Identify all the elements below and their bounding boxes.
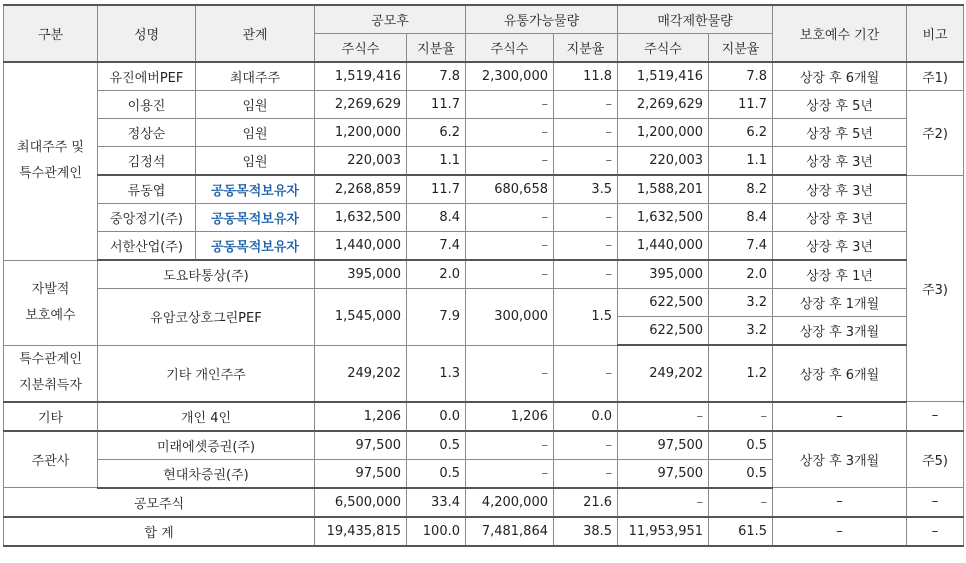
total-row — [4, 517, 964, 546]
shares: 97,500 — [315, 431, 407, 460]
note: – — [907, 402, 964, 431]
shares: 1,519,416 — [315, 62, 407, 91]
tradable-shares: – — [466, 91, 554, 119]
shares: 1,440,000 — [315, 232, 407, 261]
restricted-ratio: 3.2 — [709, 317, 773, 346]
shares: 249,202 — [315, 345, 407, 402]
holder-name: 서한산업(주) — [98, 232, 196, 261]
tradable-ratio: 1.5 — [554, 289, 618, 346]
tradable-shares: – — [466, 431, 554, 460]
header-lockup-period: 보호예수 기간 — [773, 5, 907, 62]
lockup-period: – — [773, 517, 907, 546]
table-row — [4, 62, 964, 91]
ratio: 6.2 — [407, 119, 466, 147]
restricted-ratio: 11.7 — [709, 91, 773, 119]
ratio: 0.5 — [407, 431, 466, 460]
restricted-shares: 622,500 — [618, 289, 709, 317]
restricted-ratio: – — [709, 488, 773, 517]
restricted-ratio: 8.2 — [709, 175, 773, 204]
lockup-period: 상장 후 3년 — [773, 232, 907, 261]
shares: 19,435,815 — [315, 517, 407, 546]
shares: 1,200,000 — [315, 119, 407, 147]
table-row — [4, 175, 964, 204]
tradable-ratio: 21.6 — [554, 488, 618, 517]
holder-name: 중앙정기(주) — [98, 204, 196, 232]
ratio: 8.4 — [407, 204, 466, 232]
holder-name: 김정석 — [98, 147, 196, 176]
restricted-shares: 1,440,000 — [618, 232, 709, 261]
tradable-ratio: 38.5 — [554, 517, 618, 546]
note: 주5) — [907, 431, 964, 488]
header-gubun: 구분 — [4, 5, 98, 62]
restricted-shares: 2,269,629 — [618, 91, 709, 119]
ratio: 7.4 — [407, 232, 466, 261]
ratio: 1.3 — [407, 345, 466, 402]
restricted-ratio: 61.5 — [709, 517, 773, 546]
total-label: 합 계 — [4, 517, 315, 546]
tradable-shares: 300,000 — [466, 289, 554, 346]
restricted-ratio: 7.4 — [709, 232, 773, 261]
restricted-ratio: 3.2 — [709, 289, 773, 317]
lockup-period: 상장 후 5년 — [773, 91, 907, 119]
relation: 공동목적보유자 — [196, 175, 315, 204]
restricted-shares: 1,200,000 — [618, 119, 709, 147]
table-row — [4, 431, 964, 460]
tradable-ratio: – — [554, 345, 618, 402]
lockup-period: 상장 후 3년 — [773, 147, 907, 176]
header-shares: 주식수 — [466, 34, 554, 63]
header-ratio: 지분율 — [554, 34, 618, 63]
restricted-ratio: – — [709, 402, 773, 431]
tradable-shares: 2,300,000 — [466, 62, 554, 91]
tradable-ratio: – — [554, 232, 618, 261]
holder-name: 미래에셋증권(주) — [98, 431, 315, 460]
header-ratio: 지분율 — [709, 34, 773, 63]
tradable-shares: 680,658 — [466, 175, 554, 204]
shares: 1,206 — [315, 402, 407, 431]
relation: 공동목적보유자 — [196, 232, 315, 261]
header-tradable: 유통가능물량 — [466, 5, 618, 34]
restricted-shares: 220,003 — [618, 147, 709, 176]
tradable-ratio: 3.5 — [554, 175, 618, 204]
public-offering-label: 공모주식 — [4, 488, 315, 517]
tradable-shares: 1,206 — [466, 402, 554, 431]
holder-name: 류동엽 — [98, 175, 196, 204]
restricted-shares: 1,588,201 — [618, 175, 709, 204]
restricted-ratio: 7.8 — [709, 62, 773, 91]
tradable-ratio: – — [554, 91, 618, 119]
tradable-shares: – — [466, 119, 554, 147]
tradable-ratio: – — [554, 119, 618, 147]
ratio: 7.9 — [407, 289, 466, 346]
restricted-shares: 395,000 — [618, 260, 709, 289]
tradable-shares: – — [466, 204, 554, 232]
table-row — [4, 91, 964, 119]
restricted-shares: 97,500 — [618, 431, 709, 460]
restricted-shares: 622,500 — [618, 317, 709, 346]
ratio: 7.8 — [407, 62, 466, 91]
holder-name: 정상순 — [98, 119, 196, 147]
ratio: 2.0 — [407, 260, 466, 289]
table-row — [4, 260, 964, 289]
ratio: 1.1 — [407, 147, 466, 176]
relation: 공동목적보유자 — [196, 204, 315, 232]
lockup-period: – — [773, 402, 907, 431]
tradable-shares: – — [466, 260, 554, 289]
shares: 1,545,000 — [315, 289, 407, 346]
ratio: 0.5 — [407, 459, 466, 488]
group-other: 기타 — [4, 402, 98, 431]
lockup-period: 상장 후 1년 — [773, 260, 907, 289]
header-relation: 관계 — [196, 5, 315, 62]
group-underwriter: 주관사 — [4, 431, 98, 488]
holder-name: 기타 개인주주 — [98, 345, 315, 402]
relation: 임원 — [196, 147, 315, 176]
lockup-period: 상장 후 3개월 — [773, 431, 907, 488]
ratio: 11.7 — [407, 175, 466, 204]
relation: 임원 — [196, 91, 315, 119]
restricted-shares: 1,632,500 — [618, 204, 709, 232]
holder-name: 유진에버PEF — [98, 62, 196, 91]
restricted-ratio: 8.4 — [709, 204, 773, 232]
ratio: 33.4 — [407, 488, 466, 517]
tradable-shares: – — [466, 459, 554, 488]
lockup-period: 상장 후 1개월 — [773, 289, 907, 317]
lockup-period: 상장 후 6개월 — [773, 345, 907, 402]
lockup-period: – — [773, 488, 907, 517]
tradable-shares: – — [466, 147, 554, 176]
table-row — [4, 119, 964, 147]
tradable-ratio: – — [554, 260, 618, 289]
lockup-period: 상장 후 6개월 — [773, 62, 907, 91]
tradable-ratio: – — [554, 147, 618, 176]
shares: 395,000 — [315, 260, 407, 289]
note: – — [907, 488, 964, 517]
restricted-shares: 249,202 — [618, 345, 709, 402]
note: 주1) — [907, 62, 964, 91]
ratio: 100.0 — [407, 517, 466, 546]
note: 주3) — [907, 175, 964, 402]
table-row — [4, 232, 964, 261]
ratio: 0.0 — [407, 402, 466, 431]
tradable-ratio: – — [554, 459, 618, 488]
header-name: 성명 — [98, 5, 196, 62]
lockup-period: 상장 후 5년 — [773, 119, 907, 147]
tradable-shares: – — [466, 232, 554, 261]
note: – — [907, 517, 964, 546]
lockup-period: 상장 후 3년 — [773, 175, 907, 204]
shares: 1,632,500 — [315, 204, 407, 232]
table-row — [4, 289, 964, 317]
restricted-ratio: 6.2 — [709, 119, 773, 147]
holder-name: 이용진 — [98, 91, 196, 119]
restricted-ratio: 1.2 — [709, 345, 773, 402]
shares: 2,268,859 — [315, 175, 407, 204]
tradable-shares: 7,481,864 — [466, 517, 554, 546]
holder-name: 현대차증권(주) — [98, 459, 315, 488]
tradable-ratio: – — [554, 204, 618, 232]
holder-name: 개인 4인 — [98, 402, 315, 431]
tradable-ratio: 11.8 — [554, 62, 618, 91]
tradable-shares: 4,200,000 — [466, 488, 554, 517]
restricted-shares: – — [618, 488, 709, 517]
group-voluntary: 자발적 보호예수 — [4, 260, 98, 345]
restricted-shares: 97,500 — [618, 459, 709, 488]
header-note: 비고 — [907, 5, 964, 62]
shares: 97,500 — [315, 459, 407, 488]
header-restricted: 매각제한물량 — [618, 5, 773, 34]
holder-name: 유암코상호그린PEF — [98, 289, 315, 346]
shares: 6,500,000 — [315, 488, 407, 517]
table-row — [4, 204, 964, 232]
ratio: 11.7 — [407, 91, 466, 119]
table-row — [4, 147, 964, 176]
table-row — [4, 402, 964, 431]
shares: 220,003 — [315, 147, 407, 176]
restricted-ratio: 0.5 — [709, 459, 773, 488]
restricted-ratio: 1.1 — [709, 147, 773, 176]
header-ratio: 지분율 — [407, 34, 466, 63]
restricted-ratio: 0.5 — [709, 431, 773, 460]
restricted-shares: – — [618, 402, 709, 431]
relation: 최대주주 — [196, 62, 315, 91]
table-row — [4, 345, 964, 402]
restricted-shares: 11,953,951 — [618, 517, 709, 546]
shares: 2,269,629 — [315, 91, 407, 119]
restricted-ratio: 2.0 — [709, 260, 773, 289]
relation: 임원 — [196, 119, 315, 147]
lockup-table — [3, 4, 964, 547]
header-shares: 주식수 — [618, 34, 709, 63]
note: 주2) — [907, 91, 964, 176]
header-after-ipo: 공모후 — [315, 5, 466, 34]
group-largest: 최대주주 및 특수관계인 — [4, 62, 98, 260]
tradable-ratio: – — [554, 431, 618, 460]
holder-name: 도요타통상(주) — [98, 260, 315, 289]
lockup-period: 상장 후 3년 — [773, 204, 907, 232]
table-row — [4, 488, 964, 517]
lockup-period: 상장 후 3개월 — [773, 317, 907, 346]
restricted-shares: 1,519,416 — [618, 62, 709, 91]
tradable-shares: – — [466, 345, 554, 402]
group-special-acquirer: 특수관계인 지분취득자 — [4, 345, 98, 402]
tradable-ratio: 0.0 — [554, 402, 618, 431]
header-shares: 주식수 — [315, 34, 407, 63]
